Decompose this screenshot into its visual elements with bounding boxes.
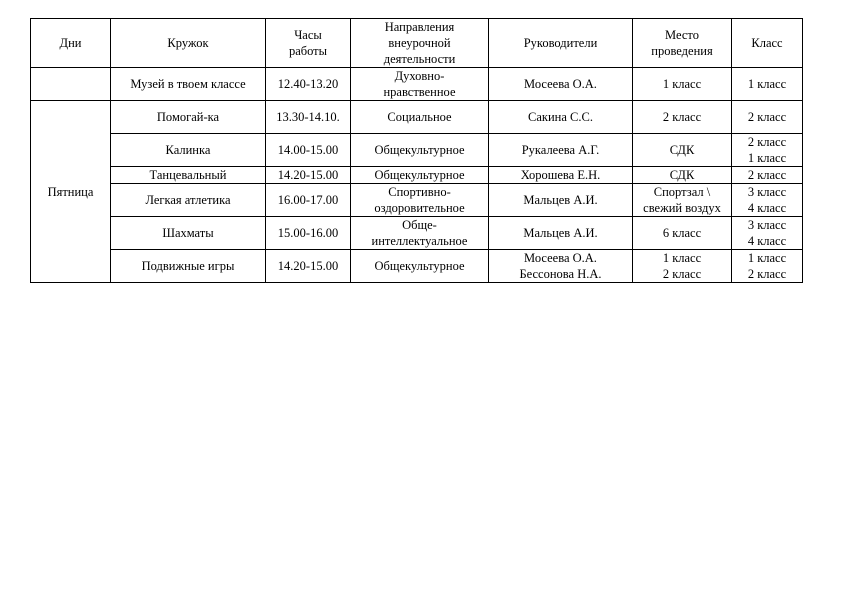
cell-grade-line: 4 класс (747, 201, 787, 215)
cell-grade (732, 134, 803, 167)
cell-place: 1 класс (633, 68, 732, 101)
header-place-line: Место (665, 28, 699, 42)
cell-grade (732, 250, 803, 283)
header-direction (351, 19, 489, 68)
cell-club: Помогай-ка (111, 101, 266, 134)
header-direction-line: Направления (384, 20, 455, 34)
cell-direction: Социальное (351, 101, 489, 134)
cell-place-line: Спортзал \ (653, 185, 711, 199)
cell-club: Легкая атлетика (111, 184, 266, 217)
cell-direction: Общекультурное (351, 167, 489, 184)
cell-place-line: свежий воздух (643, 201, 721, 215)
cell-day (31, 68, 111, 101)
table-row (31, 68, 803, 101)
cell-place (633, 250, 732, 283)
header-club: Кружок (111, 19, 266, 68)
cell-leader: Мальцев А.И. (489, 184, 633, 217)
cell-club: Музей в твоем классе (111, 68, 266, 101)
cell-leader-line: Бессонова Н.А. (519, 267, 602, 281)
cell-direction-line: интеллектуальное (371, 234, 468, 248)
table-row (31, 134, 803, 167)
cell-hours: 14.20-15.00 (266, 250, 351, 283)
table-row (31, 250, 803, 283)
cell-place: 6 класс (633, 217, 732, 250)
cell-club: Шахматы (111, 217, 266, 250)
schedule-table (30, 18, 803, 283)
cell-place: СДК (633, 167, 732, 184)
cell-hours: 12.40-13.20 (266, 68, 351, 101)
cell-hours: 14.00-15.00 (266, 134, 351, 167)
cell-place: 2 класс (633, 101, 732, 134)
table-row (31, 101, 803, 134)
cell-direction (351, 217, 489, 250)
cell-leader: Мосеева О.А. (489, 68, 633, 101)
cell-club: Танцевальный (111, 167, 266, 184)
header-days: Дни (31, 19, 111, 68)
header-place (633, 19, 732, 68)
cell-grade-line: 2 класс (747, 267, 787, 281)
header-direction-line: внеурочной (388, 36, 451, 50)
cell-place: СДК (633, 134, 732, 167)
cell-direction: Общекультурное (351, 134, 489, 167)
cell-grade-line: 4 класс (747, 234, 787, 248)
cell-direction: Общекультурное (351, 250, 489, 283)
cell-direction (351, 184, 489, 217)
header-hours-line: Часы (294, 28, 322, 42)
cell-hours: 16.00-17.00 (266, 184, 351, 217)
cell-place-line: 1 класс (662, 251, 702, 265)
cell-direction (351, 68, 489, 101)
cell-grade-line: 2 класс (747, 135, 787, 149)
cell-leader: Рукалеева А.Г. (489, 134, 633, 167)
cell-direction-line: нравственное (383, 85, 456, 99)
header-grade: Класс (732, 19, 803, 68)
cell-leader (489, 250, 633, 283)
cell-day-friday: Пятница (31, 101, 111, 283)
cell-grade (732, 217, 803, 250)
cell-grade: 2 класс (732, 167, 803, 184)
header-place-line: проведения (651, 44, 713, 58)
cell-leader-line: Мосеева О.А. (524, 251, 597, 265)
cell-grade: 2 класс (732, 101, 803, 134)
cell-leader: Хорошева Е.Н. (489, 167, 633, 184)
cell-place (633, 184, 732, 217)
cell-hours: 15.00-16.00 (266, 217, 351, 250)
cell-grade: 1 класс (732, 68, 803, 101)
cell-club: Калинка (111, 134, 266, 167)
cell-leader: Мальцев А.И. (489, 217, 633, 250)
header-direction-line: деятельности (383, 52, 456, 66)
cell-place-line: 2 класс (662, 267, 702, 281)
cell-grade-line: 1 класс (747, 251, 787, 265)
cell-grade-line: 3 класс (747, 185, 787, 199)
cell-grade-line: 1 класс (747, 151, 787, 165)
table-row (31, 184, 803, 217)
cell-grade (732, 184, 803, 217)
cell-direction-line: Обще- (402, 218, 437, 232)
header-leaders: Руководители (489, 19, 633, 68)
cell-hours: 13.30-14.10. (266, 101, 351, 134)
header-hours (266, 19, 351, 68)
cell-direction-line: Спортивно- (388, 185, 451, 199)
cell-grade-line: 3 класс (747, 218, 787, 232)
table-row (31, 167, 803, 184)
cell-direction-line: оздоровительное (374, 201, 465, 215)
cell-club: Подвижные игры (111, 250, 266, 283)
cell-leader: Сакина С.С. (489, 101, 633, 134)
table-row (31, 217, 803, 250)
header-hours-line: работы (288, 44, 328, 58)
header-row (31, 19, 803, 68)
cell-direction-line: Духовно- (394, 69, 445, 83)
cell-hours: 14.20-15.00 (266, 167, 351, 184)
